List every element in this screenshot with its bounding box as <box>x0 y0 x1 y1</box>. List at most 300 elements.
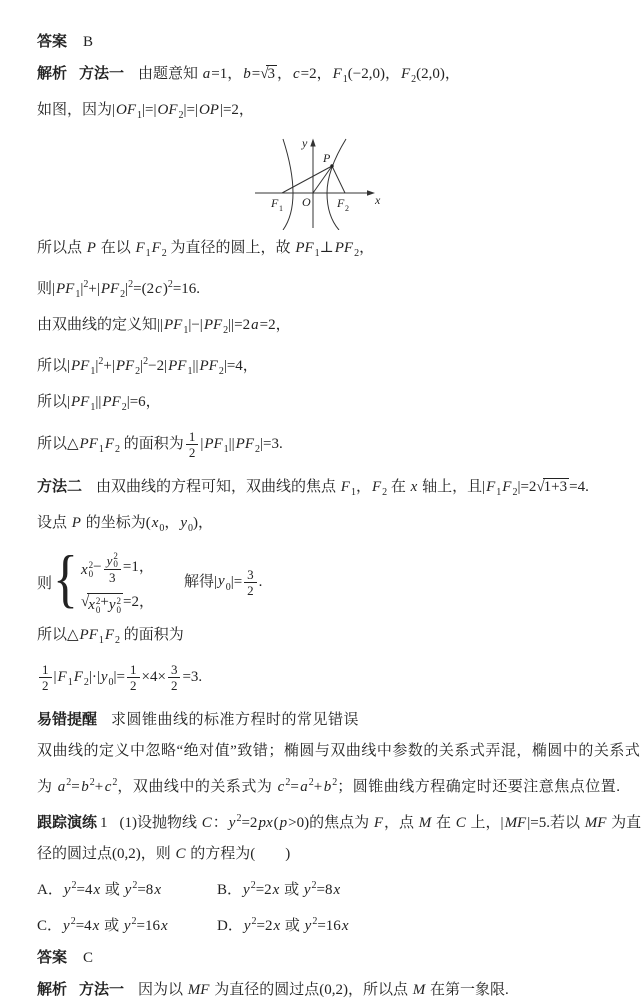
sub-sup <box>88 597 100 614</box>
text: 所以| <box>37 394 71 410</box>
math-var: y <box>63 918 70 934</box>
brace-icon: { <box>53 543 78 615</box>
math-var: y <box>180 515 188 531</box>
text: +| <box>103 358 115 374</box>
error-reminder-body-1 <box>0 736 642 767</box>
equation-system-line <box>0 544 642 620</box>
sub-sup <box>107 552 118 569</box>
superscript: 2 <box>98 356 104 367</box>
label-x: x <box>375 193 381 207</box>
fraction-numerator <box>168 662 181 678</box>
text: =4 <box>76 882 93 898</box>
math-var: y <box>106 552 113 568</box>
text: 3 <box>247 566 254 582</box>
text: =2 <box>256 918 273 934</box>
text: =8 <box>316 882 333 898</box>
math-var: F <box>502 479 512 495</box>
text: 1 <box>100 815 108 831</box>
superscript: 2 <box>332 777 338 788</box>
text: 径的圆过点(0,2)，则 <box>37 846 175 862</box>
subscript: 2 <box>135 366 141 377</box>
subscript: 2 <box>115 635 121 646</box>
text: ， <box>355 479 371 495</box>
subscript: 1 <box>342 74 348 85</box>
fraction-denominator <box>39 678 52 693</box>
text: 在 <box>432 815 455 831</box>
fraction-denominator <box>104 570 121 585</box>
radical-sign: √ <box>260 66 268 82</box>
math-var: y <box>228 815 236 831</box>
radicand <box>266 65 277 83</box>
text: − <box>93 558 102 575</box>
math-var: F <box>401 66 411 82</box>
math-var: PF <box>100 281 120 297</box>
math-var: a <box>300 779 308 795</box>
text: 所以| <box>37 358 71 374</box>
math-var: PF <box>199 358 218 374</box>
text: ⊥ <box>319 240 334 256</box>
text: 设点 <box>37 515 71 531</box>
math-var: x <box>88 596 95 613</box>
math-var: x <box>341 918 349 934</box>
text: 轴上，且| <box>418 479 486 495</box>
text: | <box>125 281 129 297</box>
math-var: PF <box>102 394 121 410</box>
text: =16 <box>317 918 341 934</box>
text: | <box>80 281 84 297</box>
method-2-line <box>0 471 642 508</box>
sub-sup-stack <box>113 552 118 569</box>
text: =4. <box>569 479 589 495</box>
fraction-numerator <box>104 550 121 570</box>
math-var: F <box>135 240 145 256</box>
subscript: 1 <box>90 402 96 413</box>
math-var: PF <box>235 436 254 452</box>
text: 2 <box>130 678 137 694</box>
math-var: F <box>57 669 67 685</box>
math-var: y <box>123 918 131 934</box>
set-point-line <box>0 508 642 544</box>
math-var: PF <box>56 281 75 297</box>
subscript: 2 <box>218 366 224 377</box>
superscript: 2 <box>285 777 291 788</box>
option-right <box>217 906 349 942</box>
text: 1 <box>42 662 49 678</box>
text: =16 <box>136 918 160 934</box>
error-reminder-body-2 <box>0 767 642 803</box>
math-var: y <box>218 573 225 590</box>
math-var: PF <box>203 317 223 333</box>
superscript: 2 <box>83 279 89 290</box>
radicand <box>543 478 569 496</box>
text: ×4× <box>141 669 166 685</box>
area-method1-line <box>0 423 642 471</box>
text: |= <box>230 573 243 590</box>
fraction-numerator <box>244 567 257 583</box>
math-var: x <box>333 882 341 898</box>
equation-1 <box>81 550 154 585</box>
math-var: F <box>73 669 83 685</box>
math-var: x <box>160 918 168 934</box>
superscript: 2 <box>131 916 137 927</box>
bold-label: 易错提醒 <box>37 711 98 728</box>
text: 1 <box>130 662 137 678</box>
text: || <box>95 394 102 410</box>
superscript: 2 <box>250 880 256 891</box>
subscript: 2 <box>411 74 417 85</box>
text: (−2,0)， <box>347 66 400 82</box>
text: 或 <box>281 918 304 934</box>
equation-system <box>81 550 154 614</box>
subscript: 2 <box>83 677 89 688</box>
text: | <box>53 669 57 685</box>
bold-label: 方法一 <box>79 981 125 998</box>
math-var: F <box>104 627 115 643</box>
radical-sign: √ <box>80 593 89 610</box>
superscript: 2 <box>89 777 95 788</box>
text: 2 <box>170 678 178 694</box>
text: =16. <box>172 281 201 297</box>
text: 为直 <box>607 815 642 831</box>
superscript: 2 <box>132 880 138 891</box>
text: 或 <box>101 882 124 898</box>
text: 在以 <box>96 240 135 256</box>
superscript: 2 <box>251 916 257 927</box>
text: =2， <box>300 66 332 82</box>
math-var: MF <box>584 815 607 831</box>
superscript: 2 <box>112 777 118 788</box>
bold-label: 跟踪演练 <box>37 814 98 831</box>
math-var: C <box>175 846 186 862</box>
math-var: y <box>304 918 312 934</box>
system-result <box>184 567 262 598</box>
math-var: MF <box>187 982 210 998</box>
fraction-denominator <box>168 678 181 693</box>
text: 由双曲线的定义知|| <box>37 317 164 333</box>
math-var: PF <box>79 436 98 452</box>
text: |=| <box>183 102 198 118</box>
text: )， <box>193 515 214 531</box>
math-var: y <box>63 882 71 898</box>
math-var: x <box>93 882 101 898</box>
fraction-numerator <box>39 662 52 678</box>
subscript: 2 <box>121 402 127 413</box>
math-var: x <box>92 918 100 934</box>
label-f1-sub: 1 <box>279 204 283 213</box>
text: || <box>192 358 199 374</box>
radicand <box>87 593 123 614</box>
superscript: 2 <box>95 596 101 606</box>
text: 如图，因为| <box>37 102 116 118</box>
text: 3 <box>109 569 116 585</box>
text: 解得| <box>184 573 218 590</box>
text: 则| <box>37 281 56 297</box>
subscript: 1 <box>98 635 104 646</box>
text: =2， <box>123 593 154 610</box>
gap <box>124 993 138 994</box>
kai-text: = <box>71 779 81 795</box>
text: |=2 <box>517 479 537 495</box>
math-var: F <box>373 815 383 831</box>
text: (2,0)， <box>416 66 460 82</box>
fraction <box>104 550 121 585</box>
math-var: PF <box>168 358 187 374</box>
math-var: y <box>124 882 132 898</box>
kai-text: 求圆锥曲线的标准方程时的常见错误 <box>111 712 360 728</box>
text: |=4， <box>223 358 258 374</box>
text: |=3. <box>260 436 283 452</box>
text: C． <box>37 918 63 934</box>
text: 则 <box>37 575 53 592</box>
subscript: 0 <box>95 604 101 615</box>
sqrt <box>536 479 569 495</box>
math-var: px <box>258 815 273 831</box>
fraction <box>168 662 181 693</box>
text: B <box>83 34 94 50</box>
math-var: C <box>201 815 212 831</box>
text: 上，| <box>466 815 504 831</box>
fraction-denominator <box>186 445 199 460</box>
gap <box>124 77 138 78</box>
text: 由题意知 <box>138 66 202 82</box>
text: ： <box>212 815 228 831</box>
math-var: x <box>151 515 159 531</box>
text: 因为以 <box>138 982 187 998</box>
text: >0)的焦点为 <box>288 815 373 831</box>
text: 2 <box>247 582 254 598</box>
text: || <box>228 436 235 452</box>
label-p: P <box>323 151 331 165</box>
text: |= <box>113 669 126 685</box>
bold-label: 方法一 <box>79 65 125 82</box>
segment-f1-p <box>282 166 332 193</box>
hyperbola-figure-line <box>0 131 642 233</box>
subscript: 0 <box>188 523 194 534</box>
text: 的坐标为( <box>81 515 151 531</box>
text: 或 <box>100 918 123 934</box>
text: =2 <box>241 815 258 831</box>
subscript: 1 <box>98 444 104 455</box>
subscript: 0 <box>88 568 94 579</box>
superscript: 2 <box>113 550 118 561</box>
hyperbola-figure <box>245 134 395 230</box>
math-var: b <box>81 779 89 795</box>
fraction <box>127 662 140 693</box>
text: 所以点 <box>37 240 86 256</box>
math-var: PF <box>334 240 354 256</box>
text: |−| <box>188 317 203 333</box>
subscript: 1 <box>75 289 81 300</box>
superscript: 2 <box>66 777 72 788</box>
gap <box>67 961 83 962</box>
fraction <box>39 662 52 693</box>
text: |=6， <box>126 394 161 410</box>
radical-sign: √ <box>536 479 544 495</box>
gap <box>97 723 111 724</box>
subscript: 1 <box>183 325 189 336</box>
circle-diameter-line <box>0 233 642 269</box>
fraction-numerator <box>186 429 199 445</box>
subscript: 0 <box>108 677 114 688</box>
text: ，点 <box>384 815 418 831</box>
math-var: P <box>86 240 96 256</box>
math-var: PF <box>204 436 223 452</box>
superscript: 2 <box>167 279 173 290</box>
sqrt <box>80 593 123 615</box>
math-var: c <box>292 66 300 82</box>
math-var: a <box>202 66 211 82</box>
bold-label: 答案 <box>37 33 68 50</box>
text: 在第一象限. <box>426 982 509 998</box>
bold-label: 解析 <box>37 981 68 998</box>
subscript: 0 <box>159 523 165 534</box>
text: A． <box>37 882 63 898</box>
area-intro-line <box>0 620 642 656</box>
fraction <box>244 567 257 598</box>
text: 所以△ <box>37 436 79 452</box>
superscript: 2 <box>88 560 94 571</box>
text: 的面积为 <box>120 627 184 643</box>
label-f2-sub: 2 <box>345 204 349 213</box>
text: =8 <box>137 882 154 898</box>
subscript: 1 <box>314 248 320 259</box>
definition-line <box>0 310 642 346</box>
math-var: PF <box>295 240 314 256</box>
text: ) <box>162 281 168 297</box>
answer-line-1 <box>0 26 642 58</box>
math-var: C <box>455 815 466 831</box>
superscript: 2 <box>143 356 149 367</box>
text: | <box>200 436 204 452</box>
math-var: M <box>418 815 432 831</box>
math-var: x <box>154 882 161 898</box>
text: 或 <box>280 882 303 898</box>
subscript: 2 <box>512 487 518 498</box>
text: |=2， <box>219 102 254 118</box>
text: =3. <box>182 669 203 685</box>
math-var: y <box>243 882 250 898</box>
subscript: 1 <box>137 110 143 121</box>
math-var: PF <box>164 317 183 333</box>
text: 为直径的圆上，故 <box>166 240 295 256</box>
text: 2 <box>42 678 49 694</box>
kai-text: = <box>290 779 300 795</box>
kai-text: 为 <box>37 779 57 795</box>
subscript: 1 <box>187 366 193 377</box>
math-var: F <box>340 479 350 495</box>
text: . <box>258 573 263 590</box>
practice-question-line-2 <box>0 839 642 870</box>
label-o: O <box>302 195 311 209</box>
sub-sup <box>81 560 93 580</box>
math-var: a <box>251 317 259 333</box>
subscript: 2 <box>120 289 126 300</box>
math-var: M <box>412 982 426 998</box>
text: ， <box>359 240 375 256</box>
option-right <box>217 870 341 906</box>
math-var: x <box>80 561 88 578</box>
math-var: OF <box>157 102 178 118</box>
subscript: 1 <box>223 444 229 455</box>
fraction <box>186 429 199 460</box>
kai-text: + <box>94 779 104 795</box>
text: 2 <box>188 445 196 461</box>
math-var: c <box>277 779 285 795</box>
text: 在 <box>387 479 410 495</box>
text: =(2 <box>133 281 155 297</box>
subscript: 0 <box>116 604 122 615</box>
expand-line <box>0 346 642 387</box>
math-var: y <box>100 669 108 685</box>
superscript: 2 <box>236 813 242 824</box>
superscript: 2 <box>308 777 314 788</box>
superscript: 2 <box>311 880 317 891</box>
kai-text: ，双曲线中的关系式为 <box>117 779 277 795</box>
as-shown-line <box>0 95 642 131</box>
superscript: 2 <box>70 916 76 927</box>
gap <box>82 490 96 491</box>
text: C <box>83 950 94 966</box>
text: 3 <box>267 66 275 82</box>
label-f1: F <box>271 196 279 210</box>
math-var: y <box>108 596 116 613</box>
text: =2， <box>259 317 291 333</box>
practice-question-line-1 <box>0 803 642 839</box>
math-var: F <box>104 436 115 452</box>
fraction-numerator <box>127 662 140 678</box>
x-axis-arrow-icon <box>367 190 375 195</box>
kai-text: + <box>313 779 323 795</box>
gap <box>67 77 79 78</box>
subscript: 2 <box>115 444 121 455</box>
text: |=5.若以 <box>527 815 584 831</box>
subscript: 1 <box>67 677 73 688</box>
subscript: 2 <box>354 248 360 259</box>
analysis-method-1 <box>0 58 642 95</box>
y-axis-arrow-icon <box>310 139 315 147</box>
superscript: 2 <box>128 279 134 290</box>
math-var: PF <box>79 627 98 643</box>
text: +| <box>88 281 100 297</box>
subscript: 1 <box>496 487 502 498</box>
gap <box>108 826 120 827</box>
subscript: 2 <box>382 487 388 498</box>
segment-o-p <box>313 166 332 193</box>
sqrt <box>260 66 277 82</box>
sum-squares-line <box>0 269 642 310</box>
gap <box>67 45 83 46</box>
text: | <box>95 358 99 374</box>
subscript: 1 <box>90 366 96 377</box>
point-p <box>330 164 333 167</box>
superscript: 2 <box>71 880 77 891</box>
subscript: 2 <box>223 325 229 336</box>
text: |=| <box>142 102 157 118</box>
text: 的面积为 <box>120 436 184 452</box>
fraction-denominator <box>244 583 257 598</box>
text: ， <box>164 515 180 531</box>
text: =4 <box>75 918 92 934</box>
label-y: y <box>302 136 308 150</box>
text: 1 <box>188 429 196 445</box>
segment-f2-p <box>332 166 345 193</box>
text: 为直径的圆过点(0,2)，所以点 <box>210 982 412 998</box>
text: 由双曲线的方程可知，双曲线的焦点 <box>96 479 340 495</box>
math-var: F <box>371 479 382 495</box>
answer-line-2 <box>0 942 642 974</box>
subscript: 0 <box>225 581 231 593</box>
subscript: 1 <box>145 248 151 259</box>
